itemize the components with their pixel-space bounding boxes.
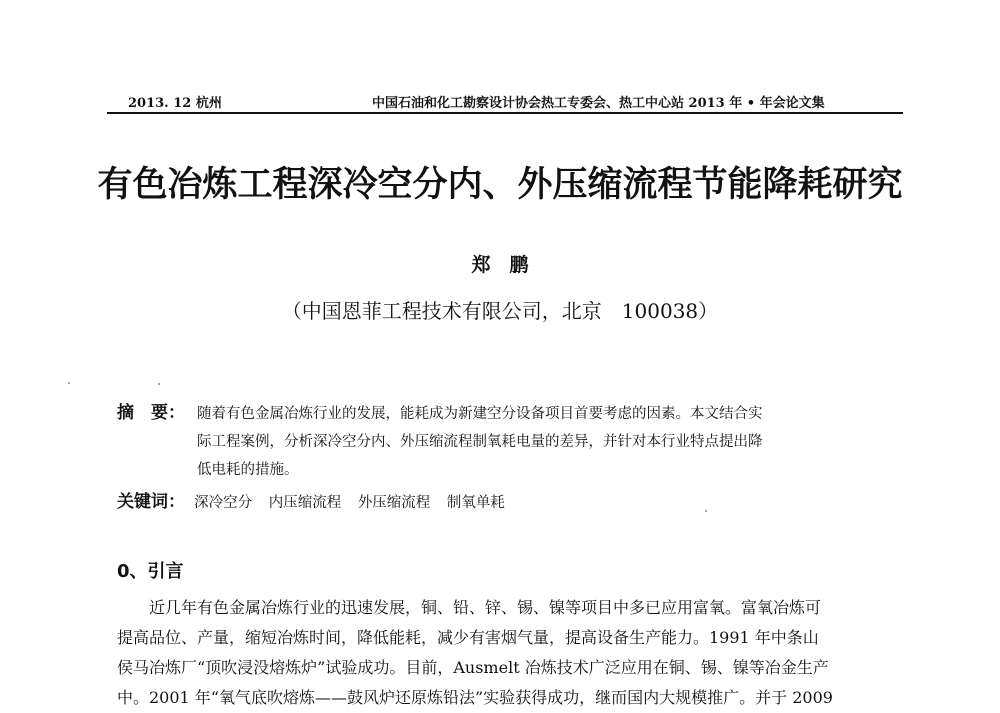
keyword-item: 深冷空分 bbox=[194, 495, 253, 511]
paper-title: 有色冶炼工程深冷空分内、外压缩流程节能降耗研究 bbox=[97, 165, 903, 205]
abstract-label: 摘 要： bbox=[117, 403, 185, 423]
keywords-label: 关键词： bbox=[117, 492, 185, 512]
author-affiliation: （中国恩菲工程技术有限公司，北京 100038） bbox=[281, 299, 719, 323]
section-heading-introduction: 0、引言 bbox=[117, 561, 184, 582]
body-line: 近几年有色金属冶炼行业的迅速发展，铜、铅、锌、锡、镍等项目中多已应用富氧。富氧冶炼可 bbox=[149, 598, 822, 617]
scan-speck bbox=[705, 510, 707, 512]
introduction-body bbox=[117, 593, 902, 713]
keyword-item: 外压缩流程 bbox=[357, 495, 431, 511]
header-divider bbox=[107, 112, 903, 114]
body-line: 侯马冶炼厂“顶吹浸没熔炼炉”试验成功。目前，Ausmelt 冶炼技术广泛应用在铜、锡、镍等冶金生产 bbox=[117, 658, 829, 677]
keywords-list bbox=[194, 495, 517, 511]
abstract-line: 随着有色金属冶炼行业的发展，能耗成为新建空分设备项目首要考虑的因素。本文结合实 bbox=[197, 406, 763, 422]
scan-speck bbox=[68, 382, 70, 384]
abstract-line: 低电耗的措施。 bbox=[197, 462, 299, 478]
abstract-text bbox=[197, 400, 902, 484]
body-line: 中。2001 年“氧气底吹熔炼——鼓风炉还原炼铅法”实验获得成功，继而国内大规模推广。并于 2009 bbox=[117, 688, 833, 707]
running-header-proceedings: 中国石油和化工勘察设计协会热工专委会、热工中心站 2013 年 • 年会论文集 bbox=[372, 96, 825, 111]
keyword-item: 制氧单耗 bbox=[446, 495, 505, 511]
abstract-line: 际工程案例，分析深冷空分内、外压缩流程制氧耗电量的差异，并针对本行业特点提出降 bbox=[197, 434, 763, 450]
keywords-block bbox=[117, 487, 517, 512]
body-line: 提高品位、产量，缩短冶炼时间，降低能耗，减少有害烟气量，提高设备生产能力。1991 年中条山 bbox=[117, 628, 819, 647]
running-header-date-location: 2013. 12 杭州 bbox=[128, 96, 222, 111]
author-name: 郑 鹏 bbox=[471, 254, 529, 276]
keyword-item: 内压缩流程 bbox=[268, 495, 342, 511]
scan-speck bbox=[158, 383, 160, 385]
